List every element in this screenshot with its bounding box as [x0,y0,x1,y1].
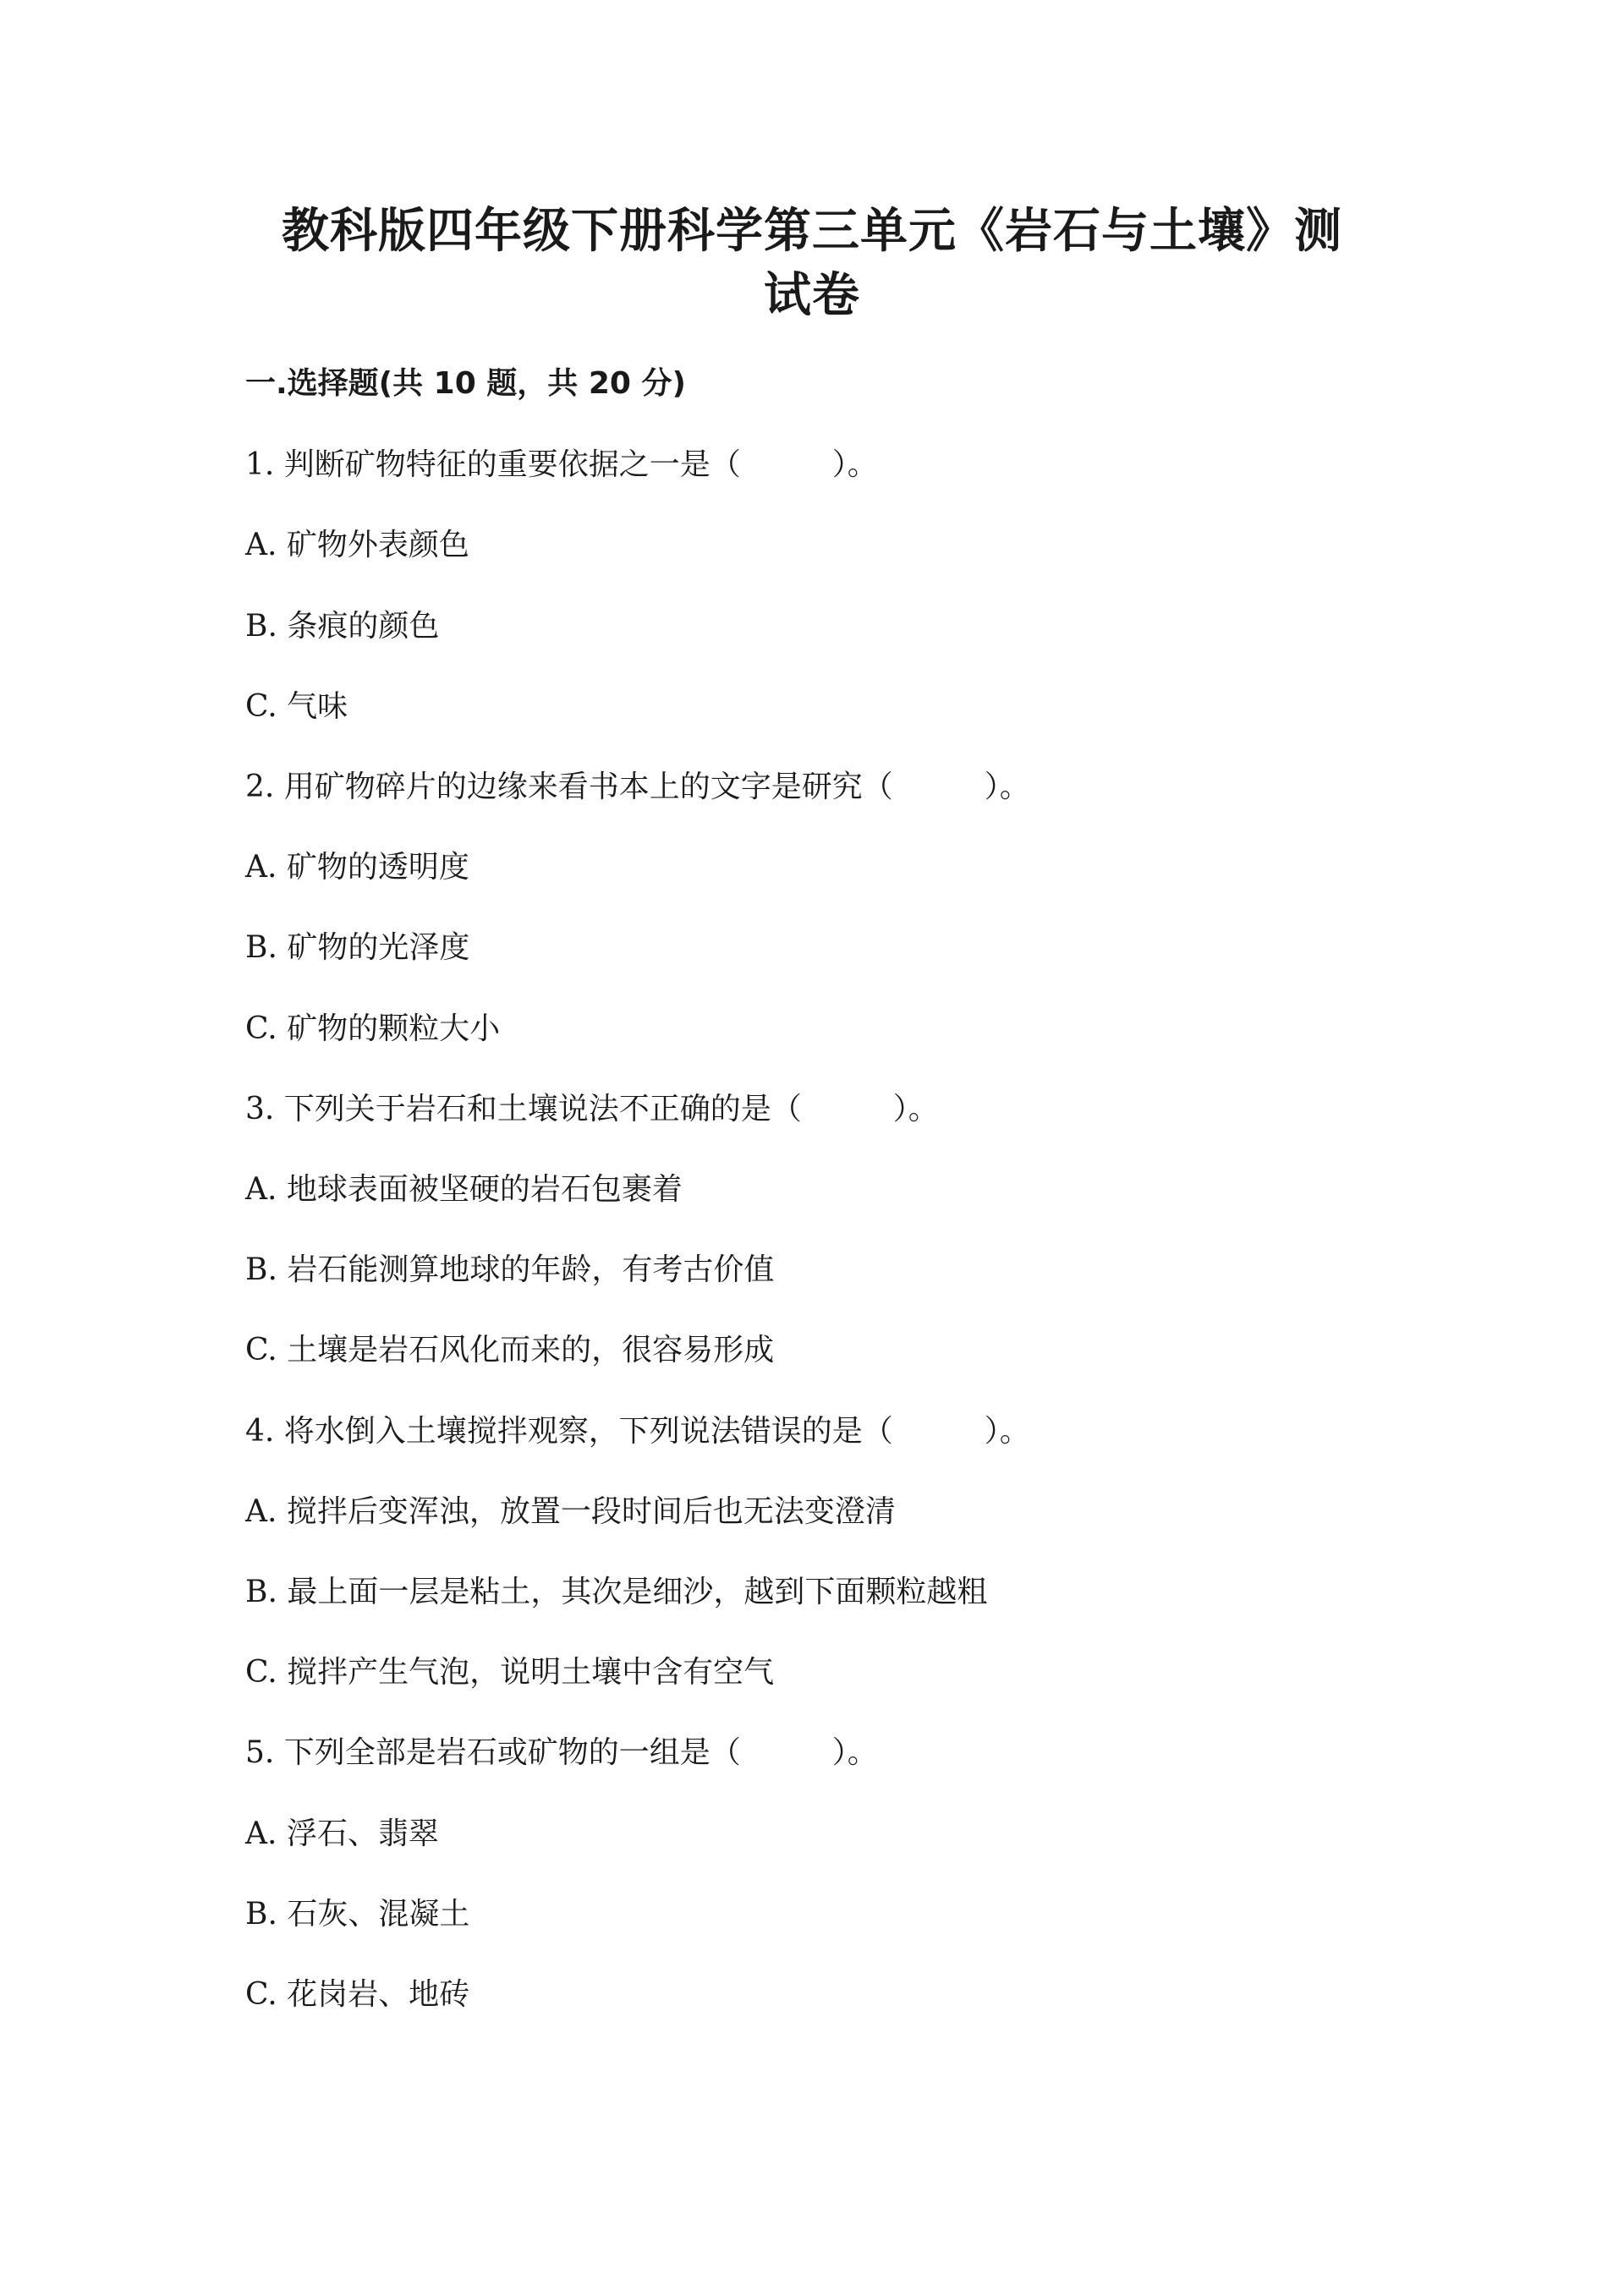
question-1-stem: 1. 判断矿物特征的重要依据之一是（ ）。 [245,447,878,482]
document-title [245,200,1379,328]
question-4-stem: 4. 将水倒入土壤搅拌观察，下列说法错误的是（ ）。 [245,1414,1030,1449]
question-3-option-a: A. 地球表面被坚硬的岩石包裹着 [245,1172,683,1207]
question-5-option-a: A. 浮石、翡翠 [245,1817,439,1851]
question-5-stem: 5. 下列全部是岩石或矿物的一组是（ ）。 [245,1735,878,1770]
question-1-option-a: A. 矿物外表颜色 [245,528,469,562]
question-3-option-b: B. 岩石能测算地球的年龄，有考古价值 [245,1252,775,1287]
question-2-option-b: B. 矿物的光泽度 [245,930,470,965]
question-5-option-b: B. 石灰、混凝土 [245,1897,470,1932]
question-3-option-c: C. 土壤是岩石风化而来的，很容易形成 [245,1333,775,1367]
question-4-option-a: A. 搅拌后变浑浊，放置一段时间后也无法变澄清 [245,1494,896,1529]
section-heading: 一.选择题(共 10 题，共 20 分) [245,366,686,401]
question-2-option-a: A. 矿物的透明度 [245,850,469,885]
question-3-stem: 3. 下列关于岩石和土壤说法不正确的是（ ）。 [245,1092,939,1126]
question-4-option-b: B. 最上面一层是粘土，其次是细沙，越到下面颗粒越粗 [245,1575,988,1609]
question-2-option-c: C. 矿物的颗粒大小 [245,1011,501,1046]
question-1-option-b: B. 条痕的颜色 [245,609,440,644]
question-4-option-c: C. 搅拌产生气泡，说明土壤中含有空气 [245,1655,775,1690]
title-line-2: 试卷 [764,268,860,323]
question-2-stem: 2. 用矿物碎片的边缘来看书本上的文字是研究（ ）。 [245,770,1030,804]
question-5-option-c: C. 花岗岩、地砖 [245,1977,470,2012]
title-line-1: 教科版四年级下册科学第三单元《岩石与土壤》测 [282,204,1342,259]
question-1-option-c: C. 气味 [245,689,348,724]
